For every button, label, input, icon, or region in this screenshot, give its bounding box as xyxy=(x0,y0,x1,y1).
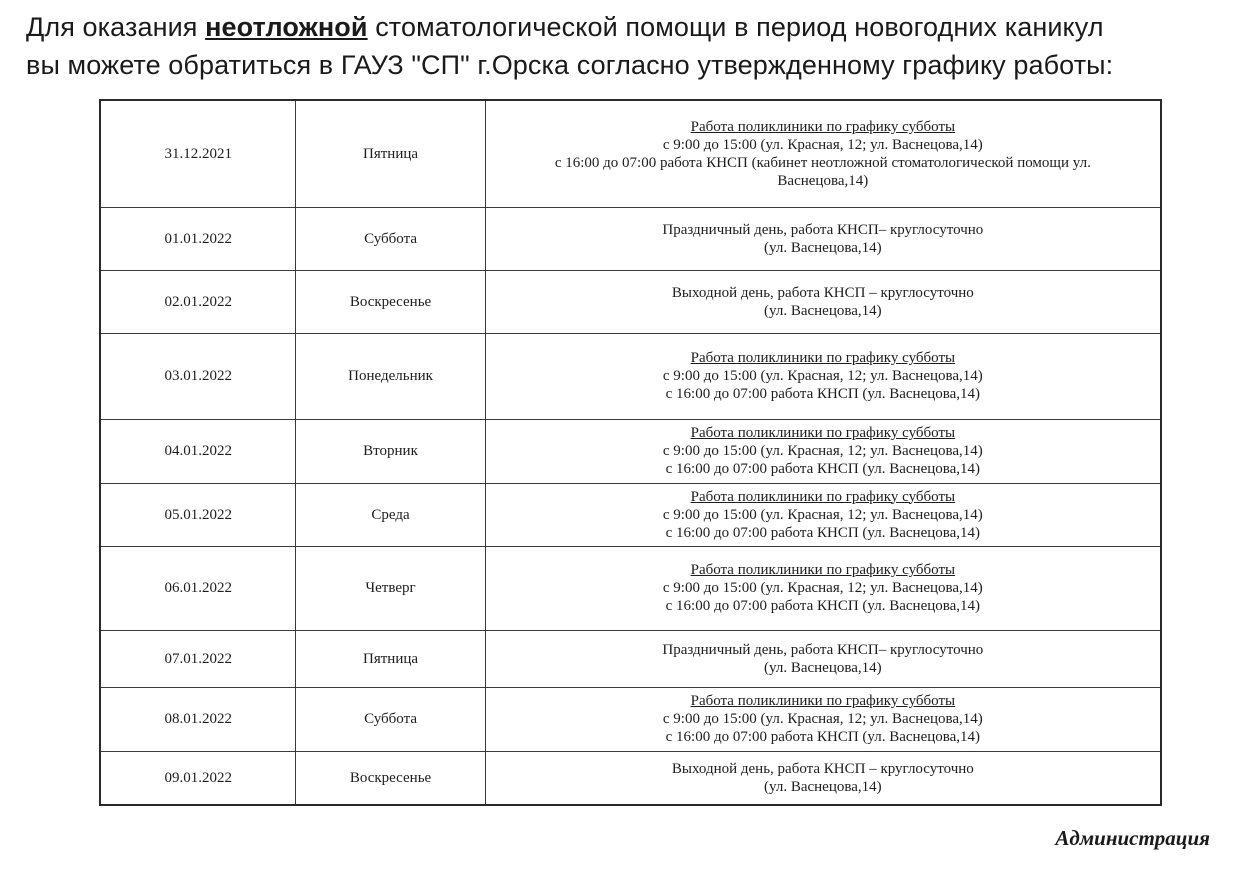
schedule-info-line: с 9:00 до 15:00 (ул. Красная, 12; ул. Васнецова,14) xyxy=(662,136,983,153)
schedule-info-line: Работа поликлиники по графику субботы xyxy=(690,350,956,366)
schedule-info-line: Выходной день, работа КНСП – круглосуточно xyxy=(671,284,974,301)
schedule-info-line: с 16:00 до 07:00 работа КНСП (ул. Васнецова,14) xyxy=(665,524,981,541)
schedule-date: 08.01.2022 xyxy=(100,687,296,751)
schedule-date: 04.01.2022 xyxy=(100,419,296,483)
schedule-info xyxy=(485,546,1161,630)
schedule-weekday: Воскресенье xyxy=(296,270,485,333)
document-heading xyxy=(26,8,1226,84)
schedule-date: 06.01.2022 xyxy=(100,546,296,630)
heading-line-1-after: стоматологической помощи в период новогодних каникул xyxy=(367,12,1104,42)
schedule-row xyxy=(100,419,1161,483)
schedule-info-line: Праздничный день, работа КНСП– круглосуточно xyxy=(662,641,984,658)
schedule-table xyxy=(99,99,1162,806)
schedule-info-line: с 16:00 до 07:00 работа КНСП (кабинет неотложной стоматологической помощи ул. xyxy=(554,154,1091,171)
schedule-info-line: с 16:00 до 07:00 работа КНСП (ул. Васнецова,14) xyxy=(665,598,981,614)
schedule-weekday: Среда xyxy=(296,483,485,546)
schedule-date: 02.01.2022 xyxy=(100,270,296,333)
schedule-info-line: с 16:00 до 07:00 работа КНСП (ул. Васнецова,14) xyxy=(665,386,981,402)
schedule-info-line: Выходной день, работа КНСП – круглосуточно xyxy=(671,760,974,777)
schedule-weekday: Пятница xyxy=(296,630,485,687)
schedule-info-line: (ул. Васнецова,14) xyxy=(764,659,882,676)
schedule-info-line: с 16:00 до 07:00 работа КНСП (ул. Васнецова,14) xyxy=(665,461,981,477)
schedule-row xyxy=(100,207,1161,270)
schedule-info-line: с 9:00 до 15:00 (ул. Красная, 12; ул. Васнецова,14) xyxy=(662,368,983,384)
schedule-table-body xyxy=(100,100,1161,805)
heading-emphasis: неотложной xyxy=(205,12,368,42)
schedule-date: 09.01.2022 xyxy=(100,751,296,805)
schedule-weekday: Четверг xyxy=(296,546,485,630)
schedule-row xyxy=(100,483,1161,546)
schedule-weekday: Суббота xyxy=(296,207,485,270)
schedule-weekday: Воскресенье xyxy=(296,751,485,805)
schedule-info xyxy=(485,419,1161,483)
schedule-date: 01.01.2022 xyxy=(100,207,296,270)
schedule-weekday: Пятница xyxy=(296,100,485,207)
schedule-info-line: (ул. Васнецова,14) xyxy=(764,778,882,795)
schedule-row xyxy=(100,687,1161,751)
schedule-weekday: Вторник xyxy=(296,419,485,483)
schedule-info-line: с 16:00 до 07:00 работа КНСП (ул. Васнецова,14) xyxy=(665,729,981,745)
signature-administration: Администрация xyxy=(1055,826,1210,850)
schedule-info xyxy=(485,687,1161,751)
schedule-info xyxy=(485,100,1161,207)
schedule-row xyxy=(100,100,1161,207)
schedule-row xyxy=(100,546,1161,630)
schedule-info-line: Работа поликлиники по графику субботы xyxy=(690,488,956,505)
schedule-row xyxy=(100,270,1161,333)
schedule-info-line: Работа поликлиники по графику субботы xyxy=(690,693,956,709)
schedule-info-line: (ул. Васнецова,14) xyxy=(764,302,882,319)
schedule-info xyxy=(485,333,1161,419)
schedule-info xyxy=(485,207,1161,270)
schedule-info-line: Работа поликлиники по графику субботы xyxy=(690,425,956,441)
schedule-date: 03.01.2022 xyxy=(100,333,296,419)
heading-line-1-before: Для оказания xyxy=(26,12,206,42)
schedule-row xyxy=(100,333,1161,419)
schedule-info xyxy=(485,483,1161,546)
schedule-weekday: Суббота xyxy=(296,687,485,751)
heading-line-2: вы можете обратиться в ГАУЗ "СП" г.Орска согласно утвержденному графику работы: xyxy=(26,50,1114,80)
schedule-info-line: с 9:00 до 15:00 (ул. Красная, 12; ул. Васнецова,14) xyxy=(662,506,983,523)
schedule-info-line: с 9:00 до 15:00 (ул. Красная, 12; ул. Васнецова,14) xyxy=(662,443,983,459)
schedule-date: 31.12.2021 xyxy=(100,100,296,207)
schedule-info-line: Васнецова,14) xyxy=(777,172,869,189)
schedule-info xyxy=(485,270,1161,333)
schedule-info xyxy=(485,751,1161,805)
schedule-info-line: Праздничный день, работа КНСП– круглосуточно xyxy=(662,221,984,238)
schedule-info-line: с 9:00 до 15:00 (ул. Красная, 12; ул. Васнецова,14) xyxy=(662,580,983,596)
heading-line-1 xyxy=(26,8,1226,46)
schedule-row xyxy=(100,751,1161,805)
schedule-info-line: (ул. Васнецова,14) xyxy=(764,239,882,256)
schedule-row xyxy=(100,630,1161,687)
schedule-date: 07.01.2022 xyxy=(100,630,296,687)
schedule-info-line: с 9:00 до 15:00 (ул. Красная, 12; ул. Васнецова,14) xyxy=(662,711,983,727)
schedule-date: 05.01.2022 xyxy=(100,483,296,546)
schedule-weekday: Понедельник xyxy=(296,333,485,419)
schedule-info-line: Работа поликлиники по графику субботы xyxy=(690,118,956,135)
schedule-info xyxy=(485,630,1161,687)
schedule-info-line: Работа поликлиники по графику субботы xyxy=(690,562,956,578)
